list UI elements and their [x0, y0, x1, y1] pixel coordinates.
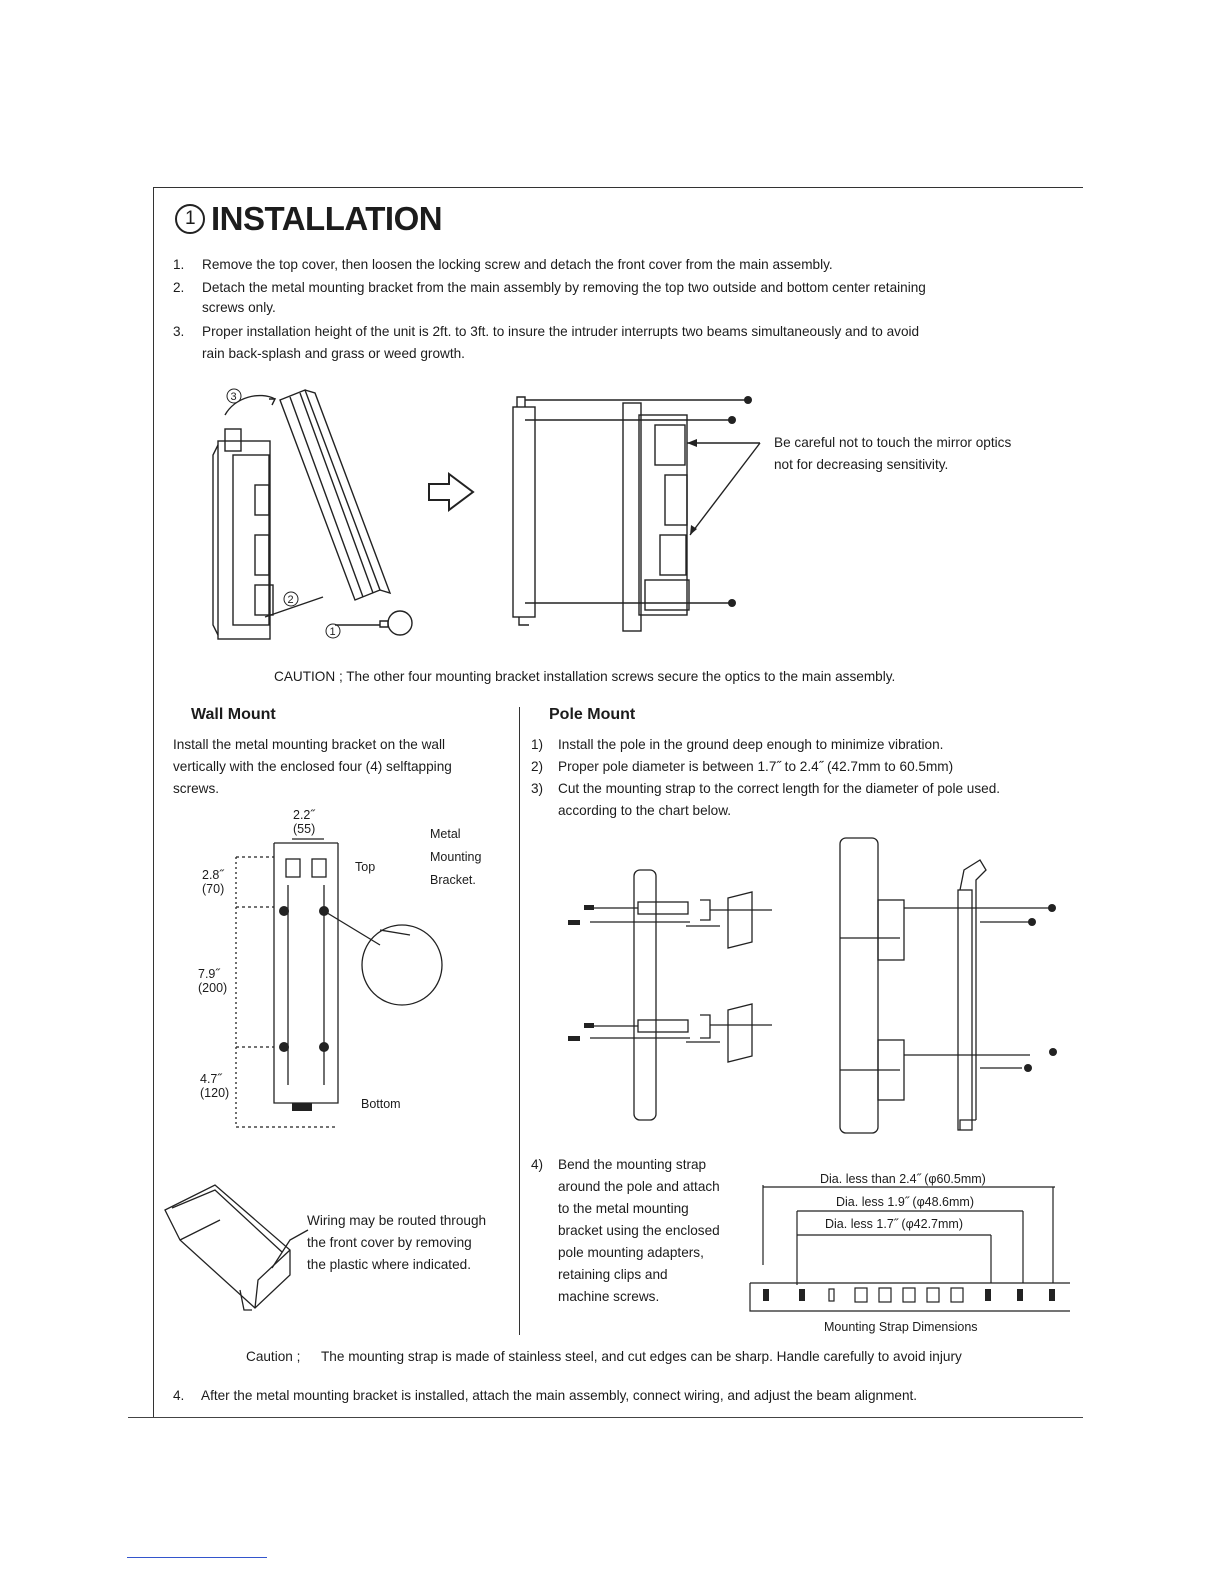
cover-removal-illustration	[205, 385, 435, 645]
frame-top-rule	[153, 187, 1083, 188]
step-1-text: Remove the top cover, then loosen the locking screw and detach the front cover from the main assembly.	[202, 257, 833, 272]
step-3-number: 3.	[173, 324, 185, 339]
section-number-badge: 1	[175, 204, 205, 234]
step-2-number: 2.	[173, 280, 185, 295]
pole-item-2-number: 2)	[531, 759, 544, 774]
pole-step-4-line3: to the metal mounting	[558, 1201, 689, 1216]
strap-dia-label-2: Dia. less 1.9˝ (φ48.6mm)	[836, 1195, 975, 1209]
wall-mount-text-line2: vertically with the enclosed four (4) selftapping	[173, 759, 452, 774]
wall-mount-text-line1: Install the metal mounting bracket on the wall	[173, 737, 446, 752]
step-3-text-line1: Proper installation height of the unit is 2ft. to 3ft. to insure the intruder interrupts two beams simultaneously and to avoid	[202, 324, 920, 339]
callout-1-label: 1	[329, 626, 336, 638]
pole-step-4-line2: around the pole and attach	[558, 1179, 720, 1194]
frame-bottom-rule	[128, 1417, 1083, 1418]
step-2-text-line2: screws only.	[202, 300, 276, 315]
right-arrow-icon	[427, 472, 477, 512]
dim-bottom-mm: (120)	[200, 1086, 230, 1100]
dim-width-inches: 2.2˝	[293, 808, 315, 822]
callout-2-label: 2	[287, 594, 294, 606]
dim-top-mm: (70)	[202, 882, 225, 896]
step-3-text-line2: rain back-splash and grass or weed growth.	[202, 346, 465, 361]
pole-mount-heading: Pole Mount	[549, 706, 636, 723]
wiring-note-line1: Wiring may be routed through	[307, 1213, 487, 1228]
bracket-detached-illustration	[505, 385, 775, 635]
dim-bottom-inches: 4.7˝	[200, 1072, 222, 1086]
label-mounting: Mounting	[430, 850, 482, 864]
pole-step-4-line5: pole mounting adapters,	[558, 1245, 704, 1260]
step-4-text: After the metal mounting bracket is installed, attach the main assembly, connect wiring, and adjust the beam alignment.	[201, 1388, 918, 1403]
wiring-note-line2: the front cover by removing	[307, 1235, 472, 1250]
pole-mount-exploded-drawing	[560, 860, 780, 1130]
pole-step-4-line4: bracket using the enclosed	[558, 1223, 720, 1238]
step-2-text-line1: Detach the metal mounting bracket from the main assembly by removing the top two outside and bottom center retaining	[202, 280, 926, 295]
wall-mount-text-line3: screws.	[173, 781, 220, 796]
pole-item-3-text-line2: according to the chart below.	[558, 803, 732, 818]
pole-step-4-line7: machine screws.	[558, 1289, 660, 1304]
wall-bracket-dimension-drawing	[230, 835, 450, 1135]
pole-item-1-text: Install the pole in the ground deep enough to minimize vibration.	[558, 737, 944, 752]
pole-item-3-number: 3)	[531, 781, 544, 796]
step-1-number: 1.	[173, 257, 185, 272]
section-title-text: INSTALLATION	[211, 200, 443, 237]
pole-item-2-text: Proper pole diameter is between 1.7˝ to 2.4˝ (42.7mm to 60.5mm)	[558, 759, 954, 774]
pole-item-3-text-line1: Cut the mounting strap to the correct length for the diameter of pole used.	[558, 781, 1001, 796]
column-divider	[519, 707, 520, 1335]
front-cover-wiring-drawing	[160, 1180, 310, 1320]
label-top: Top	[355, 860, 376, 874]
pole-mount-assembled-drawing	[830, 830, 1070, 1140]
caution-strap-text: The mounting strap is made of stainless steel, and cut edges can be sharp. Handle carefully to avoid injury	[321, 1349, 962, 1364]
dim-mid-mm: (200)	[198, 981, 228, 995]
strap-dia-label-3: Dia. less 1.7˝ (φ42.7mm)	[825, 1217, 964, 1231]
strap-dia-label-1: Dia. less than 2.4˝ (φ60.5mm)	[820, 1172, 986, 1186]
step-4-number: 4.	[173, 1388, 185, 1403]
label-bottom: Bottom	[361, 1097, 401, 1111]
caution-strap-label: Caution ;	[246, 1349, 301, 1364]
callout-3-label: 3	[230, 391, 237, 403]
dim-width-mm: (55)	[293, 822, 316, 836]
strap-caption: Mounting Strap Dimensions	[824, 1320, 978, 1334]
pole-step-4-line1: Bend the mounting strap	[558, 1157, 707, 1172]
mirror-optics-note-line1: Be careful not to touch the mirror optics	[774, 435, 1012, 450]
caution-bracket-screws: CAUTION ; The other four mounting bracket installation screws secure the optics to the main assembly.	[274, 669, 896, 684]
wall-mount-heading: Wall Mount	[191, 706, 276, 723]
footnote-rule	[127, 1557, 267, 1558]
pole-item-1-number: 1)	[531, 737, 544, 752]
frame-left-rule	[153, 187, 154, 1417]
mirror-optics-note-line2: not for decreasing sensitivity.	[774, 457, 949, 472]
pole-step-4-line6: retaining clips and	[558, 1267, 668, 1282]
wiring-note-line3: the plastic where indicated.	[307, 1257, 471, 1272]
dim-top-inches: 2.8˝	[202, 868, 224, 882]
dim-mid-inches: 7.9˝	[198, 967, 220, 981]
section-title	[175, 200, 442, 238]
label-metal: Metal	[430, 827, 461, 841]
pole-step-4-number: 4)	[531, 1157, 544, 1172]
label-bracket: Bracket.	[430, 873, 476, 887]
